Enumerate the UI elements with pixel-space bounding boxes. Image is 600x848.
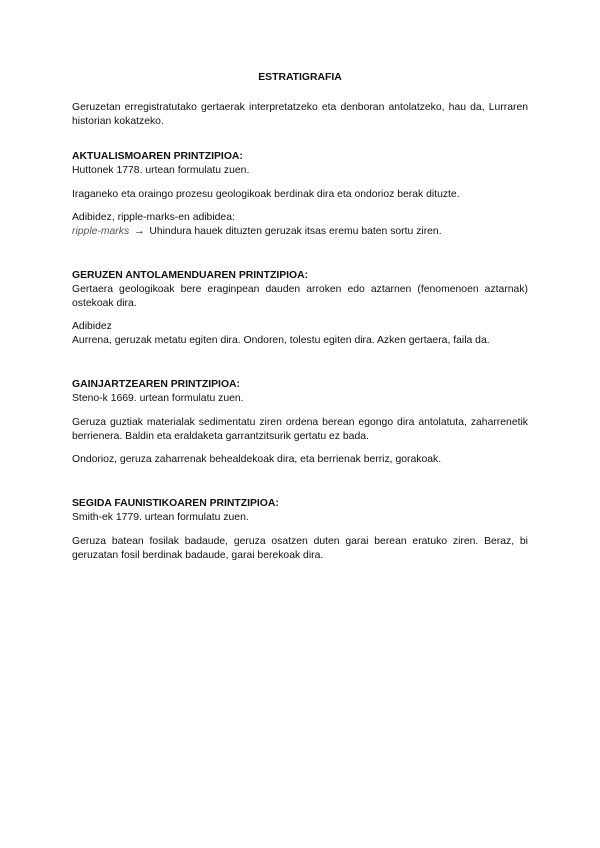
section-heading-gainjartzea: GAINJARTZEAREN PRINTZIPIOA: [72, 379, 240, 390]
section-2-line-3: Aurrena, geruzak metatu egiten dira. Ondoren, tolestu egiten dira. Azken gertaera, faila da. [72, 335, 490, 346]
section-1-line-3: Adibidez, ripple-marks-en adibidea: [72, 212, 235, 223]
section-2-line-1: Gertaera geologikoak bere eraginpean dauden arroken edo aztarnen (fenomenoen aztarnak) ostekoak dira. [72, 284, 528, 309]
section-heading-geruzen-antolamendua: GERUZEN ANTOLAMENDUAREN PRINTZIPIOA: [72, 270, 309, 281]
section-4-line-2: Geruza batean fosilak badaude, geruza osatzen duten garai berean eratuko ziren. Beraz, bi geruzatan fosil berdinak badaude, garai berekoak dira. [72, 536, 528, 561]
ripple-marks-line [72, 225, 528, 239]
section-3-line-1: Steno-k 1669. urtean formulatu zuen. [72, 393, 244, 404]
section-1-line-2: Iraganeko eta oraingo prozesu geologikoak berdinak dira eta ondorioz berak dituzte. [72, 189, 460, 200]
page-title: ESTRATIGRAFIA [258, 72, 342, 83]
section-3-line-3: Ondorioz, geruza zaharrenak behealdekoak dira, eta berrienak berriz, gorakoak. [72, 454, 442, 465]
section-3-line-2: Geruza guztiak materialak sedimentatu ziren ordena berean egongo dira antolatuta, zaharrenetik berrienera. Baldin eta eraldaketa garrantzitsurik gertatu ez bada. [72, 417, 528, 442]
intro-paragraph: Geruzetan erregistratutako gertaerak interpretatzeko eta denboran antolatzeko, hau da, Lurraren historian kokatzeko. [72, 102, 528, 127]
section-2-line-2: Adibidez [72, 321, 112, 332]
section-1-line-1: Huttonek 1778. urtean formulatu zuen. [72, 165, 250, 176]
ripple-marks-text: Uhindura hauek dituzten geruzak itsas eremu baten sortu ziren. [149, 226, 442, 237]
ripple-marks-label: ripple-marks [72, 226, 130, 237]
section-heading-segida-faunistikoa: SEGIDA FAUNISTIKOAREN PRINTZIPIOA: [72, 498, 279, 509]
arrow-right-icon: → [134, 226, 145, 237]
section-4-line-1: Smith-ek 1779. urtean formulatu zuen. [72, 512, 249, 523]
section-heading-aktualismoa: AKTUALISMOAREN PRINTZIPIOA: [72, 151, 243, 162]
